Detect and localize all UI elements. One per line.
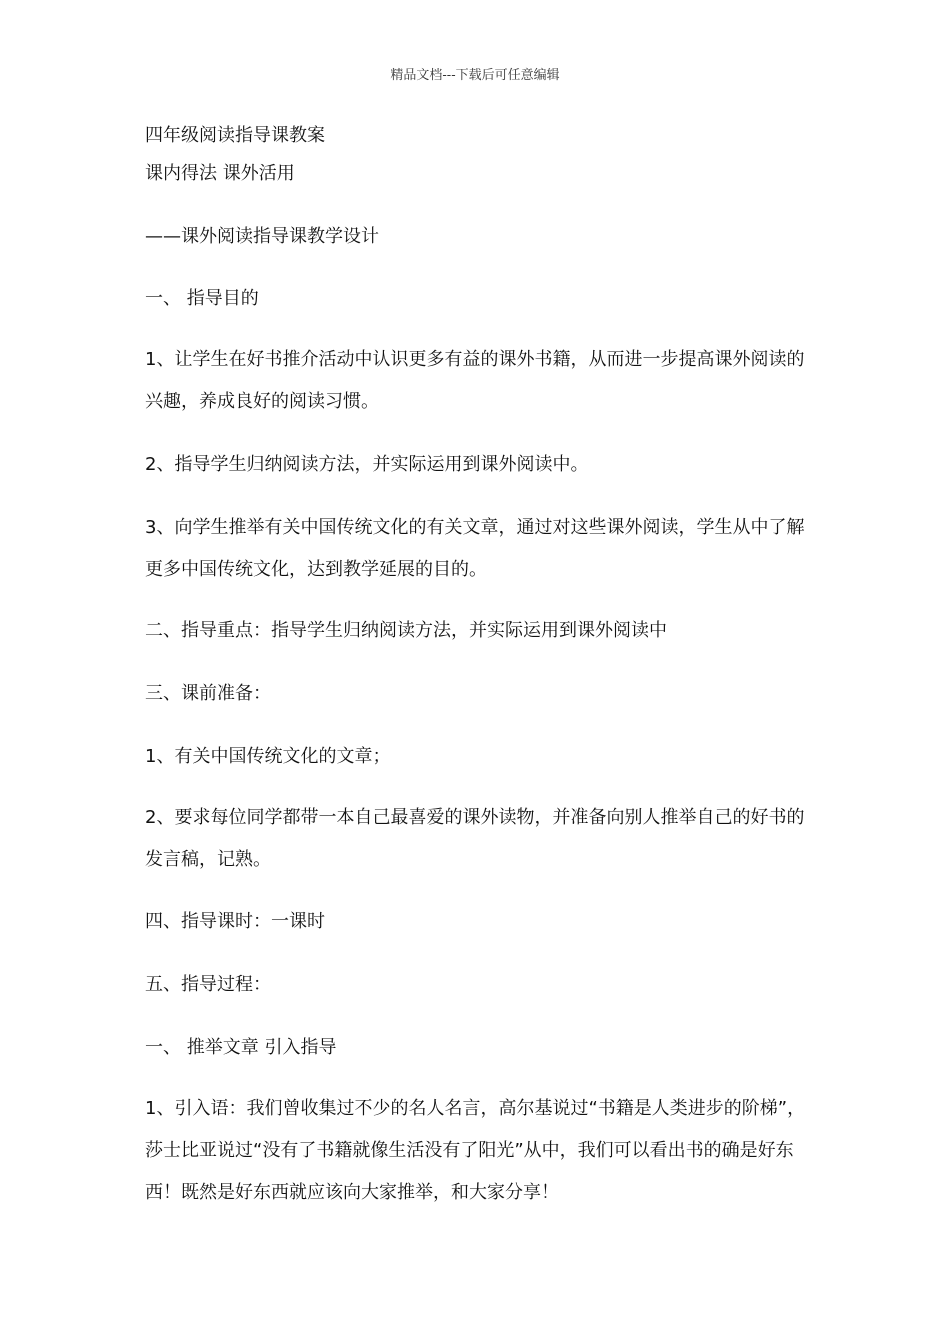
page-header: 精品文档---下载后可任意编辑 bbox=[390, 68, 560, 83]
section-heading-process: 五、指导过程： bbox=[145, 974, 271, 995]
prep-item-1: 1、有关中国传统文化的文章； bbox=[145, 746, 391, 767]
section-heading-prep: 三、课前准备： bbox=[145, 683, 271, 704]
document-subtitle-2: ——课外阅读指导课教学设计 bbox=[145, 226, 379, 247]
document-subtitle: 课内得法 课外活用 bbox=[145, 163, 295, 184]
document-title: 四年级阅读指导课教案 bbox=[145, 125, 325, 146]
section-heading-focus: 二、指导重点：指导学生归纳阅读方法，并实际运用到课外阅读中 bbox=[145, 620, 667, 641]
goal-paragraph-1: 1、让学生在好书推介活动中认识更多有益的课外书籍，从而进一步提高课外阅读的兴趣，养成良好的阅读习惯。 bbox=[145, 349, 805, 412]
goal-paragraph-3: 3、向学生推举有关中国传统文化的有关文章，通过对这些课外阅读，学生从中了解更多中国传统文化，达到教学延展的目的。 bbox=[145, 517, 805, 580]
goal-paragraph-2: 2、指导学生归纳阅读方法，并实际运用到课外阅读中。 bbox=[145, 454, 589, 475]
intro-paragraph: 1、引入语：我们曾收集过不少的名人名言，高尔基说过“书籍是人类进步的阶梯”，莎士比亚说过“没有了书籍就像生活没有了阳光”从中，我们可以看出书的确是好东西！既然是好东西就应该向大家推举，和大家分享！ bbox=[145, 1098, 806, 1203]
section-heading-goals: 一、 指导目的 bbox=[145, 288, 259, 309]
step-heading-1: 一、 推举文章 引入指导 bbox=[145, 1037, 337, 1058]
prep-paragraph-2: 2、要求每位同学都带一本自己最喜爱的课外读物，并准备向别人推举自己的好书的发言稿，记熟。 bbox=[145, 807, 805, 870]
section-heading-hours: 四、指导课时：一课时 bbox=[145, 911, 325, 932]
